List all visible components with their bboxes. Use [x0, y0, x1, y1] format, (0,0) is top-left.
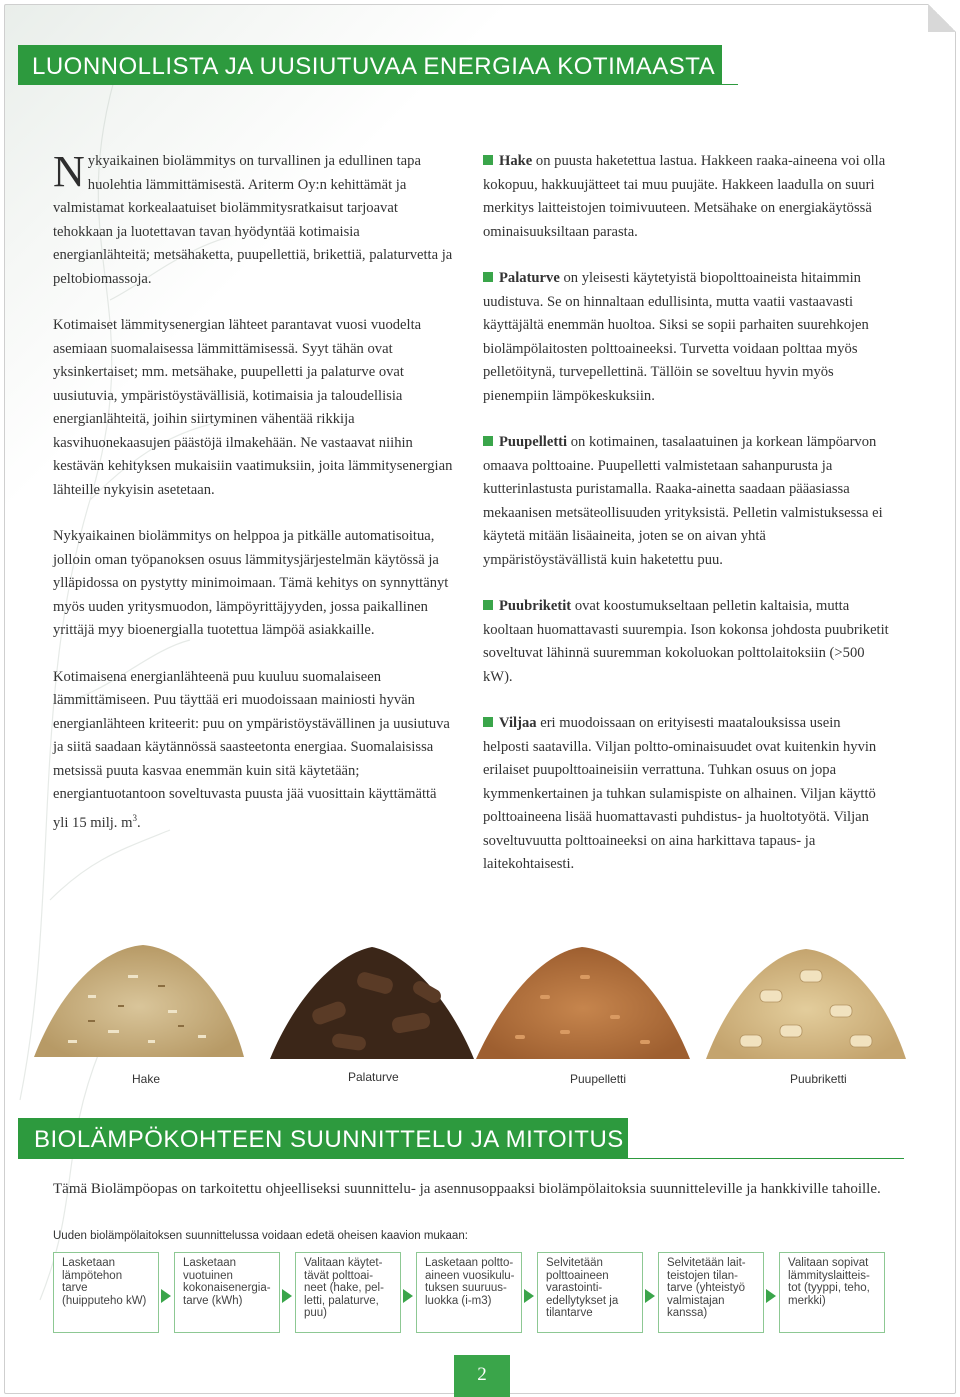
- fuel-description: on yleisesti käytetyistä biopolttoaineista hitaimmin uudistuva. Se on hinnaltaan edullisinta, mutta vaatii vastaavasti käyttäjältä enemmän huoltoa. Siksi se sopii parhaiten suurehkojen biolämpölaitosten polttoaineeksi. Turvetta voidaan polttaa myös pelletöitynä, turvepellettinä. Tällöin se soveltuu hyvin myös pienempiin lämpökeskuksiin.: [483, 270, 869, 404]
- section-intro: Tämä Biolämpöopas on tarkoitettu ohjeelliseksi suunnittelu- ja asennusoppaaksi biolämpölaitoksia suunnitteleville ja hankkiville tahoille.: [53, 1181, 881, 1197]
- palaturve-photo: [262, 935, 482, 1065]
- flowchart-arrow-icon: [282, 1289, 292, 1303]
- bullet-square-icon: [483, 155, 493, 165]
- fuel-item-puupelletti: [483, 431, 889, 572]
- puubriketti-photo: [700, 935, 912, 1065]
- fuel-description: on kotimainen, tasalaatuinen ja korkean lämpöarvon omaava polttoaine. Puupelletti valmistetaan sahanpurusta ja kutterinlastusta puristamalla. Raaka-ainetta saadaan pääasiassa mekaanisen metsäteollisuuden yrityksistä. Pelletin valmistuksessa ei käytetä mitään lisäaineita, joten se on aivan yhtä ympäristöystävällistä kuin haketettu puu.: [483, 434, 883, 568]
- flowchart-arrow-icon: [524, 1289, 534, 1303]
- photo-caption: Palaturve: [348, 1070, 399, 1084]
- bullet-square-icon: [483, 436, 493, 446]
- paragraph: [53, 666, 453, 835]
- photo-caption: Hake: [132, 1072, 161, 1086]
- intro-paragraph: [53, 147, 453, 291]
- flowchart-arrow-icon: [161, 1289, 171, 1303]
- fuel-term: Puupelletti: [499, 434, 568, 450]
- fuel-term: Puubriketit: [499, 598, 572, 614]
- page-corner-fold: [928, 4, 956, 32]
- dropcap: N: [53, 147, 85, 196]
- flowchart-arrow-icon: [766, 1289, 776, 1303]
- flowchart-step: Lasketaan lämpötehon tarve (huipputeho kW): [53, 1252, 159, 1333]
- flowchart-step: Valitaan sopivat lämmityslaitteis- tot (tyyppi, teho, merkki): [779, 1252, 885, 1333]
- intro-text: ykyaikainen biolämmitys on turvallinen ja edullinen tapa huolehtia lämmittämisestä. Ariterm Oy:n kehittämät ja valmistamat korkealaatuiset biolämmitysratkaisut tarjoavat tehokkaan ja luotettavan tavan hyödyntää kotimaisia energianlähteitä; metsähaketta, puupellettiä, brikettiä, palaturvetta ja peltobiomassoja.: [53, 153, 453, 287]
- fuel-term: Viljaa: [499, 715, 537, 731]
- bullet-square-icon: [483, 717, 493, 727]
- flowchart-label: Uuden biolämpölaitoksen suunnittelussa voidaan edetä oheisen kaavion mukaan:: [53, 1230, 468, 1242]
- hake-photo: [28, 935, 250, 1065]
- puupelletti-photo: [470, 935, 695, 1065]
- fuel-description: on puusta haketettua lastua. Hakkeen raaka-aineena voi olla kokopuu, hakkuujätteet tai muu puujäte. Hakkeen laadulla on suuri merkitys laitteistojen toimivuuteen. Metsähake on energiakäytössä ominaisuuksiltaan parasta.: [483, 153, 886, 240]
- flowchart-step: Lasketaan vuotuinen kokonaisenergia- tarve (kWh): [174, 1252, 280, 1333]
- divider: [18, 1158, 904, 1159]
- photo-caption: Puupelletti: [570, 1072, 627, 1086]
- flowchart-arrow-icon: [403, 1289, 413, 1303]
- right-column: [483, 150, 889, 900]
- fuel-term: Palaturve: [499, 270, 560, 286]
- paragraph-text: Kotimaisena energianlähteenä puu kuuluu suomalaiseen lämmittämiseen. Puu täyttää eri muodoissaan mainiosti hyvän energianlähteen kriteerit: puu on ympäristöystävällinen ja uusiutuva ja siitä saadaan käytännössä saasteetonta energiaa. Suomalaisissa metsissä puuta kasvaa enemmän kuin sitä käytetään; energiantuotantoon soveltuvasta puusta jää vuosittain käyttämättä yli 15 milj. m: [53, 668, 450, 831]
- page-number: 2: [454, 1355, 510, 1397]
- fuel-item-vilja: [483, 712, 889, 877]
- paragraph-end: .: [136, 814, 141, 831]
- section-title-banner: LUONNOLLISTA JA UUSIUTUVAA ENERGIAA KOTIMAASTA: [18, 45, 722, 85]
- flowchart-step: Valitaan käytet- tävät polttoai- neet (hake, pel- letti, palaturve, puu): [295, 1252, 401, 1333]
- bullet-square-icon: [483, 600, 493, 610]
- superscript: 3: [132, 812, 137, 823]
- bullet-square-icon: [483, 272, 493, 282]
- fuel-item-puubriketit: [483, 595, 889, 689]
- left-column: [53, 147, 453, 858]
- photo-caption: Puubriketti: [790, 1072, 847, 1086]
- flowchart-arrow-icon: [645, 1289, 655, 1303]
- fuel-term: Hake: [499, 153, 533, 169]
- flowchart-step: Lasketaan poltto- aineen vuosikulu- tuksen suuruus- luokka (i-m3): [416, 1252, 522, 1333]
- fuel-description: ovat koostumukseltaan pelletin kaltaisia, mutta kooltaan huomattavasti suurempia. Ison kokonsa johdosta puubriketit soveltuvat lähinnä suuremman kokoluokan polttolaitoksiin (>500 kW).: [483, 598, 889, 685]
- paragraph: Kotimaiset lämmitysenergian lähteet parantavat vuosi vuodelta asemiaan suomalaisessa lämmittämisessä. Syyt tähän ovat yksinkertaiset; mm. metsähake, puupelletti ja palaturve ovat uusiutuvia, ympäristöystävällisiä, kotimaisia ja taloudellisia energianlähteitä, joihin siirtyminen vähentää rikkija kasvihuonekaasujen päästöjä ilmakehään. Ne vastaavat niihin kestävän kehityksen mukaisiin vaatimuksiin, joita lämmitysenergian lähteille nykyisin asetetaan.: [53, 317, 453, 498]
- paragraph: Nykyaikainen biolämmitys on helppoa ja pitkälle automatisoitua, jolloin oman työpanoksen osuus lämmitysjärjestelmän käytössä ja ylläpidossa on pystytty minimoimaan. Tämä kehitys on synnyttänyt myös uuden yritysmuodon, lämpöyrittäjyyden, jossa paikallinen yrittäjä myy bioenergialla tuotettua lämpöä asiakkaille.: [53, 528, 449, 638]
- flowchart-step: Selvitetään polttoaineen varastointi- edellytykset ja tilantarve: [537, 1252, 643, 1333]
- fuel-item-hake: [483, 150, 889, 244]
- section-title-banner: BIOLÄMPÖKOHTEEN SUUNNITTELU JA MITOITUS: [18, 1118, 628, 1158]
- fuel-description: eri muodoissaan on erityisesti maatalouksissa usein helposti saatavilla. Viljan poltto-ominaisuudet ovat kuitenkin hyvin erilaiset puupolttoaineisiin verrattuna. Tuhkan osuus on jopa kymmenkertainen ja tuhkan sulamispiste on alhainen. Viljan käyttö polttoaineena lisää huomattavasti puhdistus- ja huoltotyötä. Viljan soveltuvuutta polttoaineeksi on aina harkittava tapaus- ja laitekohtaisesti.: [483, 715, 877, 872]
- flowchart-step: Selvitetään lait- teistojen tilan- tarve (yhteistyö valmistajan kanssa): [658, 1252, 764, 1333]
- fuel-item-palaturve: [483, 267, 889, 408]
- divider: [18, 84, 738, 85]
